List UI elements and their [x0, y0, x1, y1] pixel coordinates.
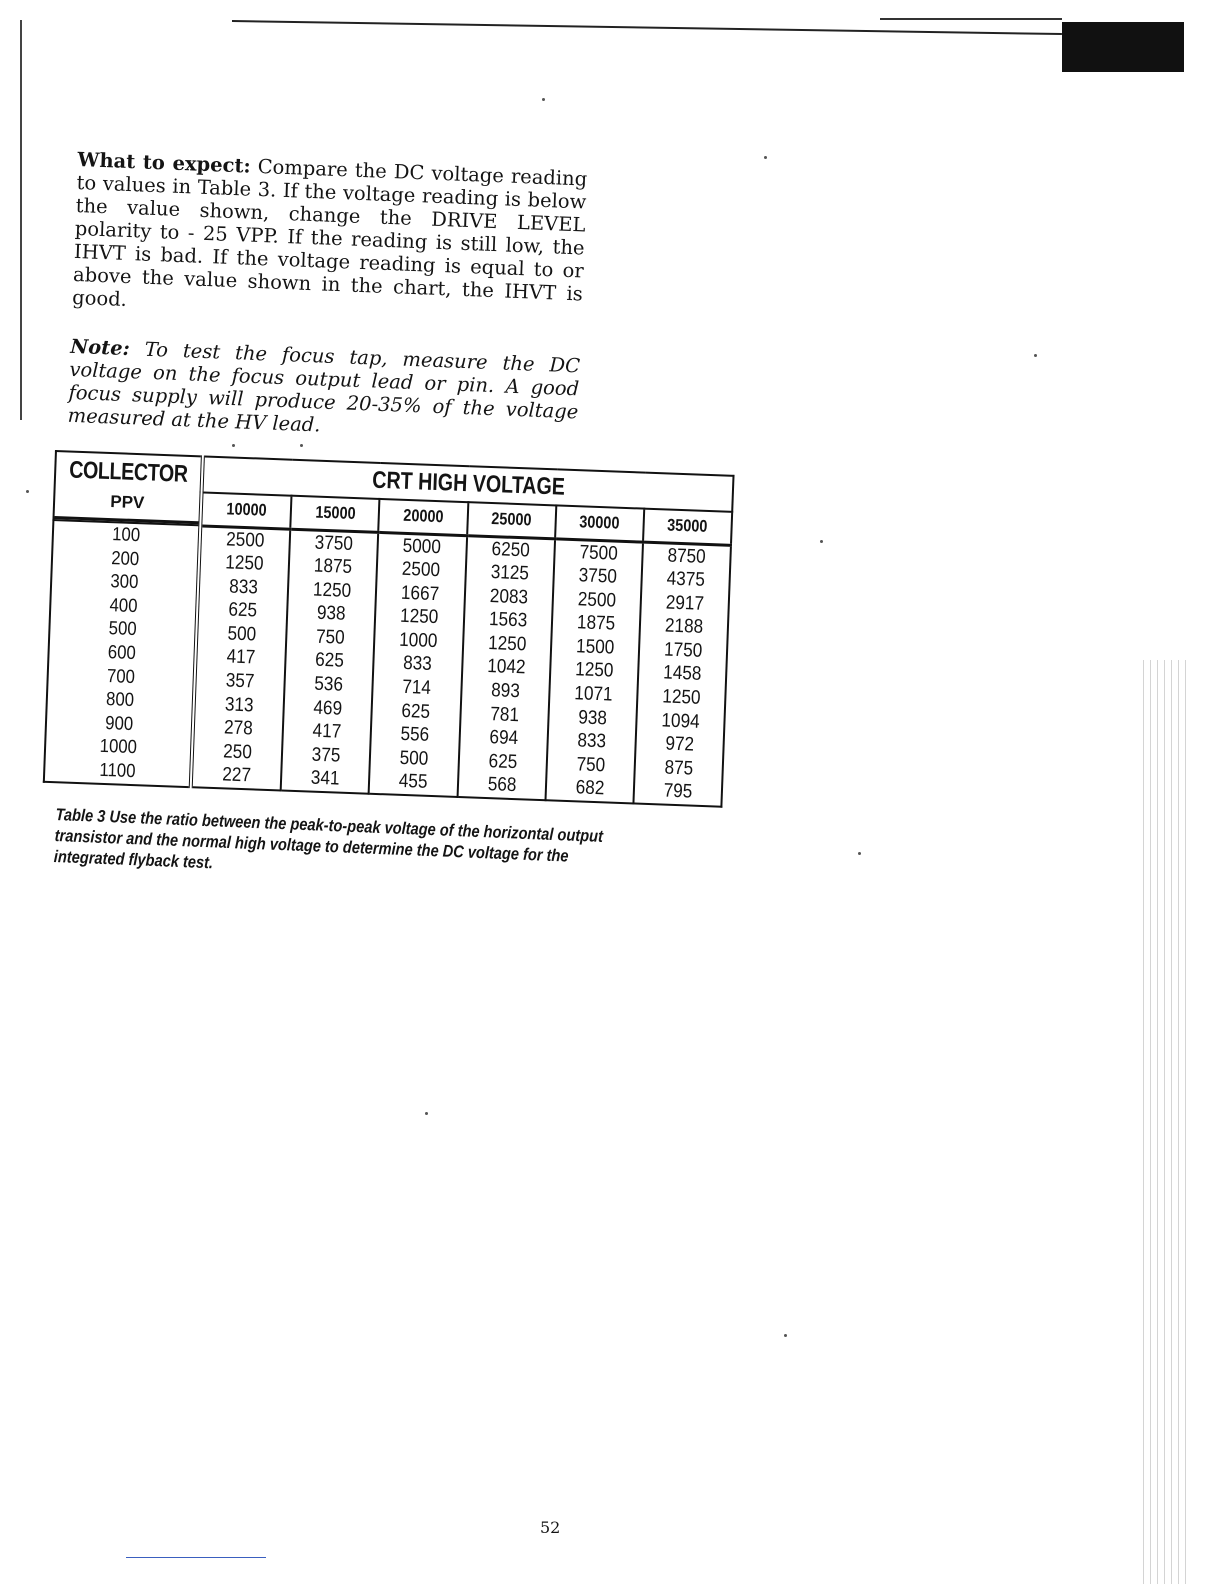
table-cell: 469	[313, 696, 343, 720]
table-cell: 1500	[575, 635, 615, 659]
values-column-25000	[457, 535, 555, 800]
caption-text: Use the ratio between the peak-to-peak voltage of the horizontal output transistor and the normal high voltage to determine the DC voltage for the integrated flyback test.	[53, 806, 604, 873]
table-cell: 875	[663, 756, 694, 780]
ppv-value: 600	[107, 642, 137, 665]
scan-speck	[784, 1334, 787, 1337]
values-column-20000	[369, 532, 467, 797]
table-cell: 2500	[226, 527, 266, 552]
table-cell: 455	[398, 770, 429, 794]
ppv-value: 700	[106, 665, 136, 688]
table-cell: 1094	[660, 709, 700, 733]
table-cell: 2083	[489, 584, 529, 609]
ppv-value: 1100	[99, 759, 136, 783]
table-cell: 2500	[577, 587, 617, 612]
values-column-30000	[545, 538, 643, 803]
table-cell: 2188	[664, 614, 704, 639]
values-column-35000	[633, 542, 731, 807]
table-cell: 1458	[662, 661, 702, 686]
crt-high-voltage-header: CRT HIGH VOLTAGE	[202, 456, 734, 512]
table-cell: 972	[664, 732, 695, 756]
collector-header: COLLECTOR	[68, 456, 189, 488]
table-cell: 1667	[401, 581, 440, 605]
table-cell: 568	[486, 773, 517, 797]
ppv-value: 200	[110, 547, 140, 570]
column-header-35000: 35000	[643, 509, 732, 545]
table-cell: 417	[226, 645, 257, 669]
table-cell: 2500	[401, 557, 441, 582]
table-cell: 500	[227, 622, 257, 646]
table-cell: 6250	[490, 537, 530, 561]
table-cell: 625	[487, 749, 518, 773]
bottom-rule	[126, 1557, 266, 1558]
table-cell: 795	[663, 779, 693, 804]
note-text: To test the focus tap, measure the DC voltage on the focus output lead or pin. A good focus supply will produce 20-35% of the voltage measured at the HV lead.	[67, 337, 581, 437]
ppv-value: 1000	[99, 736, 138, 759]
table-cell: 1250	[225, 551, 265, 575]
table-cell: 1250	[400, 605, 440, 629]
table-cell: 781	[489, 702, 519, 726]
table-cell: 4375	[666, 567, 706, 591]
table-cell: 750	[575, 753, 606, 777]
ppv-header: PPV	[54, 490, 199, 524]
table-cell: 3750	[578, 564, 617, 588]
table-cell: 1250	[487, 631, 527, 656]
table-cell: 625	[315, 649, 345, 673]
collector-header-cell	[53, 451, 203, 525]
values-column-10000	[191, 525, 290, 790]
dc-voltage-table	[43, 450, 735, 808]
scan-speck	[425, 1112, 428, 1115]
table-cell: 1750	[663, 638, 703, 662]
what-to-expect-paragraph	[72, 148, 588, 328]
scan-speck	[820, 540, 823, 543]
scan-speck	[300, 444, 303, 447]
ppv-value: 100	[111, 524, 141, 547]
note-lead: Note:	[69, 334, 131, 361]
table-cell: 833	[403, 652, 433, 676]
table-cell: 1071	[573, 682, 613, 706]
left-margin-line	[20, 20, 22, 420]
table-cell: 357	[225, 669, 256, 693]
table-cell: 500	[399, 746, 430, 770]
table-cell: 1875	[576, 611, 616, 635]
header-black-tab	[1062, 22, 1184, 72]
table-cell: 3125	[489, 561, 529, 585]
voltage-table	[43, 450, 735, 808]
table-cell: 694	[488, 726, 519, 750]
table-cell: 1250	[661, 685, 701, 709]
table-cell: 7500	[578, 540, 618, 565]
values-column-15000	[281, 529, 379, 794]
scan-speck	[858, 852, 861, 855]
table-cell: 625	[401, 699, 431, 723]
scan-speck	[764, 156, 767, 159]
header-rule	[232, 20, 1062, 35]
ppv-value: 300	[110, 571, 139, 594]
column-header-15000: 15000	[291, 496, 380, 532]
table-cell: 3750	[314, 531, 354, 555]
what-to-expect-lead: What to expect:	[77, 148, 252, 178]
table-cell: 313	[224, 693, 255, 717]
note-paragraph	[67, 335, 580, 447]
column-header-20000: 20000	[379, 499, 468, 535]
table-cell: 625	[228, 598, 258, 622]
caption-label: Table 3	[55, 804, 106, 826]
scan-speck	[232, 444, 235, 447]
ppv-value: 800	[105, 689, 135, 712]
page-number: 52	[540, 1518, 561, 1537]
table-cell: 1250	[312, 578, 352, 602]
table-cell: 417	[312, 719, 342, 743]
scan-speck	[1034, 354, 1037, 357]
table-cell: 2917	[665, 591, 705, 615]
what-to-expect-text: Compare the DC voltage reading to values in Table 3. If the voltage reading is below the value shown, change the DRIVE LEVEL polarity to - 25 VPP. If the reading is still low, the IHVT is bad. If the voltage reading is equal to or above the value shown in the chart, the IHVT is good.	[71, 154, 588, 311]
ppv-value: 400	[109, 594, 138, 617]
column-header-25000: 25000	[467, 502, 556, 538]
table-cell: 1250	[574, 658, 614, 683]
table-cell: 1042	[486, 655, 526, 679]
table-cell: 278	[224, 716, 254, 740]
table-cell: 893	[490, 679, 520, 703]
table-cell: 938	[577, 706, 608, 730]
table-cell: 5000	[402, 534, 442, 558]
table-caption	[53, 804, 640, 890]
column-header-10000: 10000	[201, 493, 292, 529]
header-rule-secondary	[880, 18, 1062, 20]
table-cell: 750	[315, 625, 346, 649]
table-cell: 682	[574, 776, 605, 800]
scan-speck	[542, 98, 545, 101]
table-cell: 8750	[666, 544, 706, 568]
table-cell: 833	[229, 575, 259, 599]
table-cell: 1000	[399, 628, 439, 653]
ppv-value: 900	[104, 712, 134, 735]
table-cell: 1563	[488, 608, 528, 632]
table-cell: 375	[311, 743, 342, 767]
table-cell: 938	[316, 602, 347, 626]
body-text	[66, 148, 587, 472]
table-cell: 536	[314, 672, 344, 696]
column-header-30000: 30000	[555, 506, 644, 542]
scan-speck	[26, 490, 29, 493]
table-cell: 341	[310, 767, 341, 791]
table-cell: 714	[402, 675, 432, 700]
table-cell: 833	[576, 729, 607, 753]
table-cell: 250	[223, 740, 253, 764]
table-cell: 227	[222, 763, 252, 787]
table-cell: 1875	[313, 554, 353, 579]
scan-edge-noise	[1140, 660, 1188, 1584]
table-cell: 556	[400, 723, 431, 747]
ppv-column	[44, 520, 201, 787]
ppv-value: 500	[108, 618, 137, 641]
